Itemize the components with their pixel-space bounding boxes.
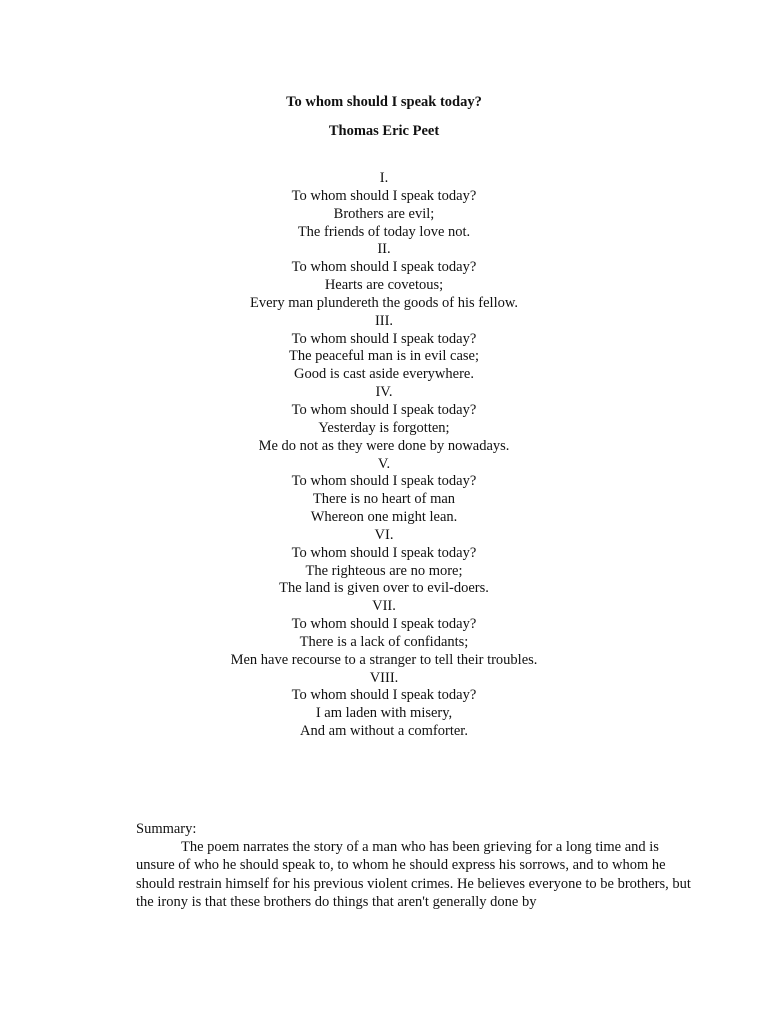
poem-line: Every man plundereth the goods of his fellow. xyxy=(249,294,519,311)
stanza-numeral: I. xyxy=(379,170,389,186)
poem-line: The land is given over to evil-doers. xyxy=(279,580,489,597)
poem-line: There is no heart of man xyxy=(312,491,456,508)
poem-line: To whom should I speak today? xyxy=(291,401,477,418)
poem-line: Men have recourse to a stranger to tell their troubles. xyxy=(230,651,538,668)
stanza-numeral: VII. xyxy=(372,598,396,615)
summary-heading: Summary: xyxy=(136,821,197,837)
summary-section xyxy=(136,820,696,911)
poem-line: Brothers are evil; xyxy=(333,205,435,222)
poem-line: To whom should I speak today? xyxy=(291,687,477,704)
poem-title: To whom should I speak today? xyxy=(286,94,482,110)
poem-line: The peaceful man is in evil case; xyxy=(288,348,480,365)
poem-line: To whom should I speak today? xyxy=(291,473,477,490)
stanza-numeral: II. xyxy=(377,241,391,258)
summary-paragraph: The poem narrates the story of a man who has been grieving for a long time and is unsure of who he should speak to, to whom he should express his sorrows, and to whom he should restrain himself for his previous violent crimes. He believes everyone to be brothers, but the irony is that these brothers do things that aren't generally done by xyxy=(136,839,691,910)
poem-line: Hearts are covetous; xyxy=(324,277,444,294)
poem-line: There is a lack of confidants; xyxy=(299,633,469,650)
poem-line: And am without a comforter. xyxy=(300,723,468,740)
poem-line: Good is cast aside everywhere. xyxy=(294,366,474,383)
poem-line: To whom should I speak today? xyxy=(291,544,477,561)
stanza-numeral: VI. xyxy=(374,526,394,543)
stanza-numeral: V. xyxy=(377,455,391,472)
stanza-numeral: III. xyxy=(374,312,394,329)
poem-line: To whom should I speak today? xyxy=(291,187,477,204)
poem-line: To whom should I speak today? xyxy=(291,330,477,347)
poem-line: To whom should I speak today? xyxy=(291,616,477,633)
poem-line: Yesterday is forgotten; xyxy=(318,419,450,436)
poem-line: Me do not as they were done by nowadays. xyxy=(258,437,510,454)
poem-line: The friends of today love not. xyxy=(297,223,471,240)
poem-body xyxy=(0,170,768,741)
poem-line: I am laden with misery, xyxy=(315,705,453,722)
poem-line: The righteous are no more; xyxy=(305,562,463,579)
poem-line: Whereon one might lean. xyxy=(310,509,458,526)
stanza-numeral: IV. xyxy=(375,384,393,401)
poem-line: To whom should I speak today? xyxy=(291,259,477,276)
stanza-numeral: VIII. xyxy=(369,669,399,686)
poem-author: Thomas Eric Peet xyxy=(328,123,440,139)
